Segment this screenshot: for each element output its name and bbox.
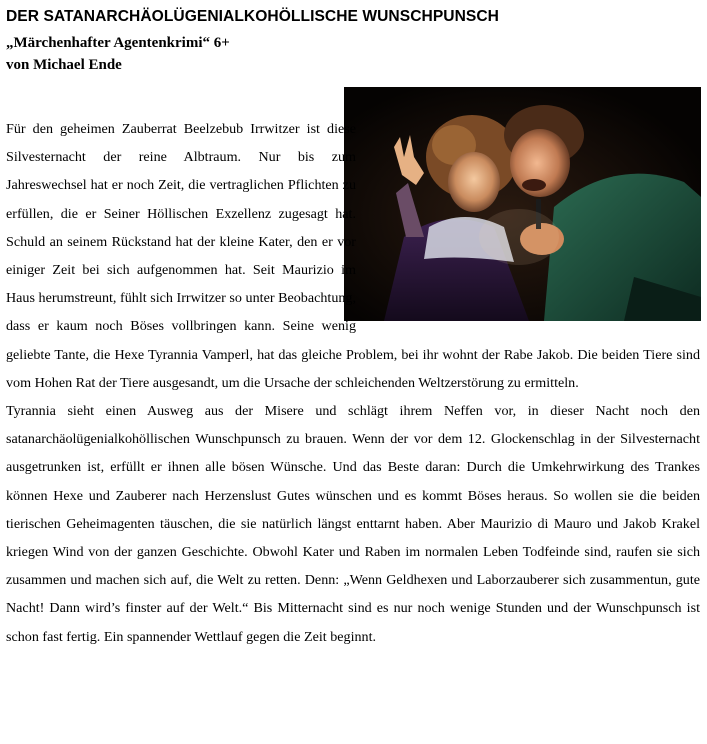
paragraph: Für den geheimen Zauberrat Beelzebub Irrwitzer ist diese Silvesternacht der reine Albtraum. Nur bis zum Jahreswechsel hat er noch Zeit, die vertraglichen Pflichten zu erfüllen, die er Seiner Höllischen Exzellenz zugesagt hat. Schuld an seinem Rückstand hat der kleine Kater, den er vor einiger Zeit bei sich aufgenommen hat. Seit Maurizio im Haus herumstreunt, fühlt sich Irrwitzer so unter Beobachtung, dass er kaum noch Böses vollbringen kann. Seine wenig geliebte Tante, die Hexe Tyrannia Vamperl, hat das gleiche Problem, bei ihr wohnt der Rabe Jakob. Die beiden Tiere sind vom Hohen Rat der Tiere ausgesandt, um die Ursache der schleichenden Weltzerstörung zu ermitteln. xyxy=(6,121,700,391)
document-body xyxy=(6,115,700,651)
paragraph: Tyrannia sieht einen Ausweg aus der Misere und schlägt ihrem Neffen vor, in dieser Nacht noch den satanarchäolügenialkohöllischen Wunschpunsch zu brauen. Wenn der vor dem 12. Glockenschlag in der Silvesternacht ausgetrunken ist, erfüllt er ihnen alle bösen Wünsche. Und das Beste daran: Durch die Umkehrwirkung des Trankes können Hexe und Zauberer nach Herzenslust Gutes wünschen und es kommt Böses heraus. So wollen sie die beiden tierischen Geheimagenten täuschen, die sie natürlich längst enttarnt haben. Aber Maurizio di Mauro und Jakob Krakel kriegen Wind von der ganzen Geschichte. Obwohl Kater und Raben im normalen Leben Todfeinde sind, raufen sie sich zusammen und machen sich auf, die Welt zu retten. Denn: „Wenn Geldhexen und Laborzauberer sich zusammentun, gute Nacht! Dann wird’s finster auf der Welt.“ Bis Mitternacht sind es nur noch wenige Stunden und der Wunschpunsch ist schon fast fertig. Ein spannender Wettlauf gegen die Zeit beginnt. xyxy=(6,403,700,645)
author-line: von Michael Ende xyxy=(6,57,122,73)
document-heading: DER SATANARCHÄOLÜGENIALKOHÖLLISCHE WUNSCHPUNSCH xyxy=(6,8,499,25)
document-page xyxy=(6,0,700,645)
document-subtitle: „Märchenhafter Agentenkrimi“ 6+ xyxy=(6,35,230,51)
photo-float-spacer xyxy=(356,115,700,316)
